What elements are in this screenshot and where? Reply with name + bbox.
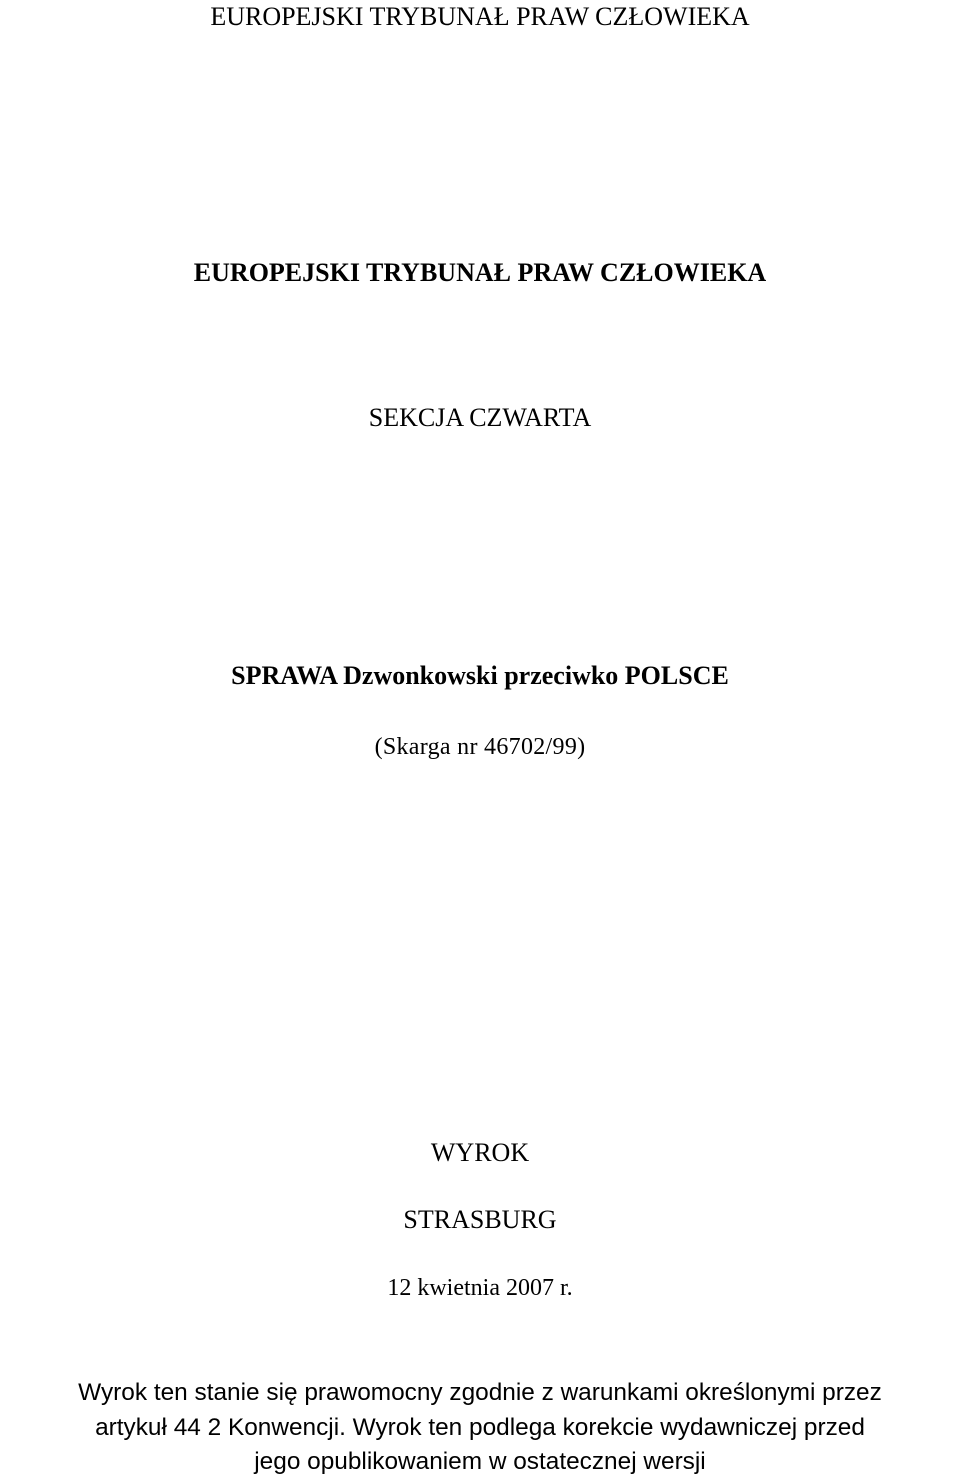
section-name: SEKCJA CZWARTA — [368, 403, 592, 432]
judgment-place: STRASBURG — [403, 1205, 557, 1234]
judgment-label: WYROK — [430, 1138, 530, 1167]
judgment-date: 12 kwietnia 2007 r. — [387, 1275, 573, 1301]
case-title: SPRAWA Dzwonkowski przeciwko POLSCE — [231, 661, 729, 690]
application-number: (Skarga nr 46702/99) — [374, 734, 586, 760]
court-name: EUROPEJSKI TRYBUNAŁ PRAW CZŁOWIEKA — [193, 258, 767, 287]
running-header: EUROPEJSKI TRYBUNAŁ PRAW CZŁOWIEKA — [210, 2, 750, 31]
finality-notice — [0, 1376, 960, 1480]
notice-line-2: artykuł 44 2 Konwencji. Wyrok ten podlega korekcie wydawniczej przed — [95, 1413, 865, 1441]
notice-line-1: Wyrok ten stanie się prawomocny zgodnie z warunkami określonymi przez — [78, 1379, 882, 1406]
notice-line-3: jego opublikowaniem w ostatecznej wersji — [254, 1448, 706, 1475]
